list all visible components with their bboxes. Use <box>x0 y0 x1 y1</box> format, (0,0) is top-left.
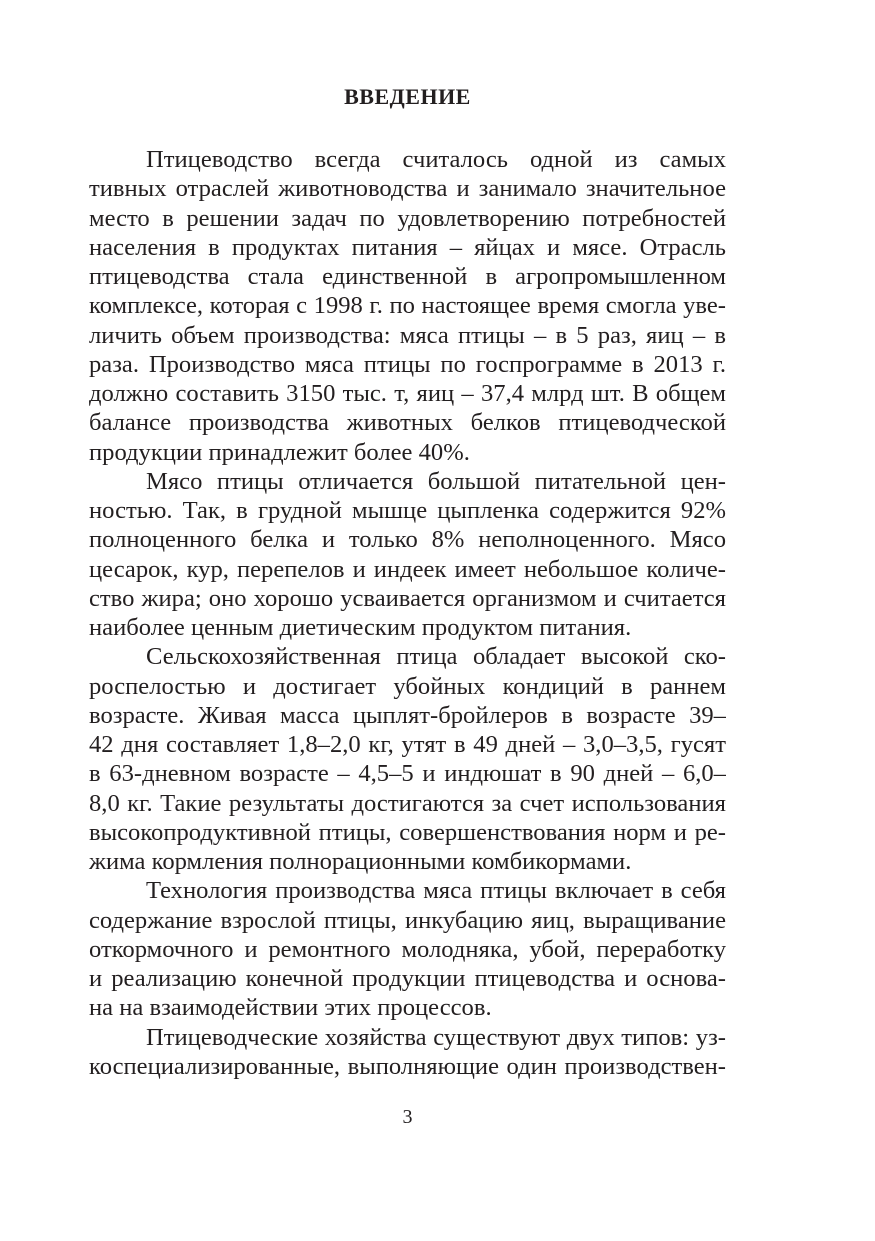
text-line: ство жира; оно хорошо усваивается организмом и считается <box>89 584 726 612</box>
text-line: и реализацию конечной продукции птицеводства и основа- <box>89 965 726 992</box>
text-line: Птицеводческие хозяйства существуют двух типов: уз- <box>146 1023 726 1051</box>
chapter-heading: ВВЕДЕНИЕ <box>344 84 471 109</box>
text-line: 42 дня составляет 1,8–2,0 кг, утят в 49 дней – 3,0–3,5, гусят <box>89 731 726 758</box>
body-text <box>89 145 726 1081</box>
page-number: 3 <box>402 1106 413 1128</box>
text-line: высокопродуктивной птицы, совершенствования норм и ре- <box>89 818 726 846</box>
text-line: балансе производства животных белков птицеводческой <box>89 409 726 437</box>
text-line: откормочного и ремонтного молодняка, убой, переработку <box>89 935 726 963</box>
text-line: Птицеводство всегда считалось одной из самых <box>146 146 726 173</box>
paragraph <box>89 1023 726 1082</box>
text-line: раза. Производство мяса птицы по госпрограмме в 2013 г. <box>89 350 726 378</box>
paragraph <box>89 876 726 1022</box>
text-line: место в решении задач по удовлетворению потребностей <box>89 204 726 232</box>
text-line: на на взаимодействии этих процессов. <box>89 994 492 1022</box>
text-line: продукции принадлежит более 40%. <box>89 438 470 466</box>
text-line: жима кормления полнорационными комбикормами. <box>89 848 632 875</box>
text-line: личить объем производства: мяса птицы – в 5 раз, яиц – в <box>89 321 726 349</box>
text-line: Мясо птицы отличается большой питательной цен- <box>146 467 726 495</box>
paragraph <box>89 145 726 467</box>
text-line: роспелостью и достигает убойных кондиций в раннем <box>89 672 726 700</box>
text-line: цесарок, кур, перепелов и индеек имеет небольшое количе- <box>89 555 726 583</box>
text-line: содержание взрослой птицы, инкубацию яиц, выращивание <box>89 906 726 934</box>
text-line: должно составить 3150 тыс. т, яиц – 37,4 млрд шт. В общем <box>89 380 726 407</box>
text-line: возрасте. Живая масса цыплят-бройлеров в возрасте 39– <box>89 701 726 729</box>
text-line: 8,0 кг. Такие результаты достигаются за счет использования <box>89 789 726 817</box>
text-line: в 63-дневном возрасте – 4,5–5 и индюшат в 90 дней – 6,0– <box>89 760 726 788</box>
text-line: ностью. Так, в грудной мышце цыпленка содержится 92% <box>89 497 726 524</box>
paragraph <box>89 642 726 876</box>
text-line: тивных отраслей животноводства и занимало значительное <box>89 175 726 203</box>
paragraph <box>89 467 726 643</box>
text-line: птицеводства стала единственной в агропромышленном <box>89 263 726 290</box>
text-line: коспециализированные, выполняющие один производствен- <box>89 1052 726 1080</box>
text-line: населения в продуктах питания – яйцах и мясе. Отрасль <box>89 233 726 261</box>
text-line: Сельскохозяйственная птица обладает высокой ско- <box>146 643 726 671</box>
text-line: Технология производства мяса птицы включает в себя <box>146 877 726 905</box>
text-line: комплексе, которая с 1998 г. по настоящее время смогла уве- <box>89 292 726 320</box>
text-line: наиболее ценным диетическим продуктом питания. <box>89 614 632 641</box>
text-line: полноценного белка и только 8% неполноценного. Мясо <box>89 526 726 554</box>
